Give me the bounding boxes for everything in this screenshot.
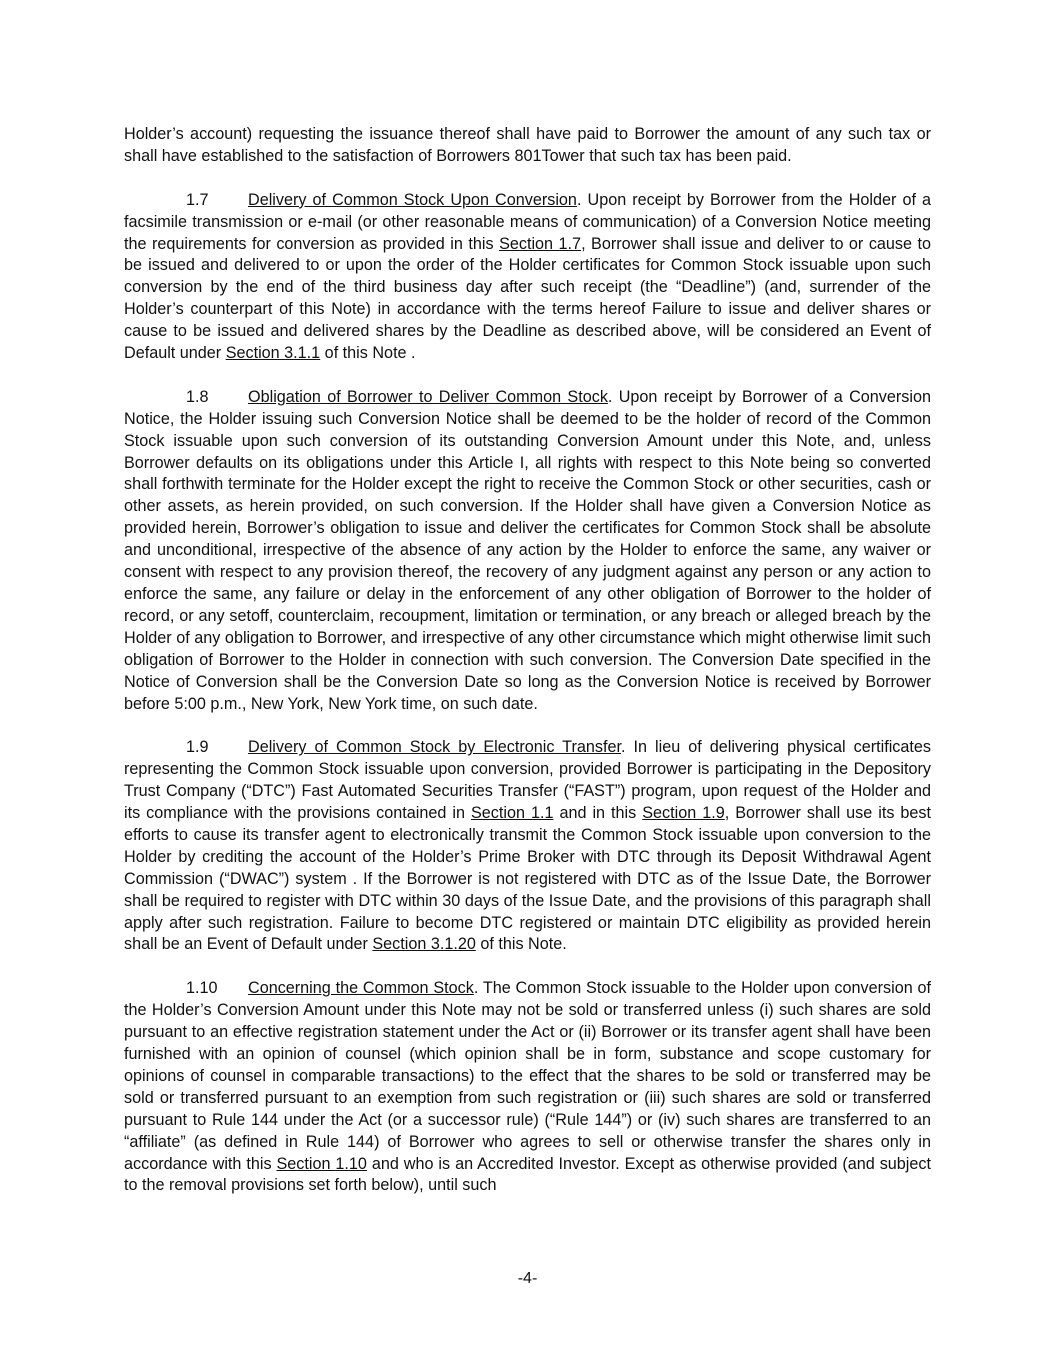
section-1-7: 1.7 Delivery of Common Stock Upon Conversion. Upon receipt by Borrower from the Holder of a facsimile transmission or e-mail (or other reasonable means of communication) of a Conversion Notice meeting the requirements for conversion as provided in this Section 1.7, Borrower shall issue and deliver to or cause to be issued and delivered to or upon the order of the Holder certificates for Common Stock issuable upon such conversion by the end of the third business day after such receipt (the “Deadline”) (and, surrender of the Holder’s counterpart of this Note) in accordance with the terms hereof Failure to issue and deliver shares or cause to be issued and delivered shares by the Deadline as described above, will be considered an Event of Default under Section 3.1.1 of this Note . <box>124 190 932 363</box>
section-number: 1.8 <box>186 387 209 406</box>
section-reference: Section 1.10 <box>276 1154 367 1173</box>
section-number: 1.10 <box>186 979 218 998</box>
section-reference: Section 1.1 <box>470 804 554 823</box>
section-reference: Section 3.1.20 <box>372 935 476 954</box>
section-1-8: 1.8 Obligation of Borrower to Deliver Common Stock. Upon receipt by Borrower of a Conversion Notice, the Holder issuing such Conversion Notice shall be deemed to be the holder of record of the Common Stock issuable upon such conversion of its outstanding Conversion Amount under this Note, and, unless Borrower defaults on its obligations under this Article I, all rights with respect to this Note being so converted shall forthwith terminate for the Holder except the right to receive the Common Stock or other securities, cash or other assets, as herein provided, on such conversion. If the Holder shall have given a Conversion Notice as provided herein, Borrower’s obligation to issue and deliver the certificates for Common Stock shall be absolute and unconditional, irrespective of the absence of any action by the Holder to enforce the same, any waiver or consent with respect to any provision thereof, the recovery of any judgment against any person or any action to enforce the same, any failure or delay in the enforcement of any other obligation of Borrower to the holder of record, or any setoff, counterclaim, recoupment, limitation or termination, or any breach or alleged breach by the Holder of any obligation to Borrower, and irrespective of any other circumstance which might otherwise limit such obligation of Borrower to the Holder in connection with such conversion. The Conversion Date specified in the Notice of Conversion shall be the Conversion Date so long as the Conversion Notice is received by Borrower before 5:00 p.m., New York, New York time, on such date. <box>124 387 931 713</box>
section-heading: Concerning the Common Stock <box>248 979 474 998</box>
section-reference: Section 3.1.1 <box>225 344 321 363</box>
section-1-10: 1.10 Concerning the Common Stock. The Common Stock issuable to the Holder upon conversion of the Holder’s Conversion Amount under this Note may not be sold or transferred unless (i) such shares are sold pursuant to an effective registration statement under the Act or (ii) Borrower or its transfer agent shall have been furnished with an opinion of counsel (which opinion shall be in form, substance and scope customary for opinions of counsel in comparable transactions) to the effect that the shares to be sold or transferred may be sold or transferred pursuant to an exemption from such registration or (iii) such shares are sold or transferred pursuant to Rule 144 under the Act (or a successor rule) (“Rule 144”) or (iv) such shares are transferred to an “affiliate” (as defined in Rule 144) of Borrower who agrees to sell or otherwise transfer the shares only in accordance with this Section 1.10 and who is an Accredited Investor. Except as otherwise provided (and subject to the removal provisions set forth below), until such <box>124 979 931 1195</box>
section-number: 1.7 <box>186 190 209 209</box>
section-reference: Section 1.9 <box>642 804 725 823</box>
section-1-9: 1.9 Delivery of Common Stock by Electronic Transfer. In lieu of delivering physical certificates representing the Common Stock issuable upon conversion, provided Borrower is participating in the Depository Trust Company (“DTC”) Fast Automated Securities Transfer (“FAST”) program, upon request of the Holder and its compliance with the provisions contained in Section 1.1 and in this Section 1.9, Borrower shall use its best efforts to cause its transfer agent to electronically transmit the Common Stock issuable upon conversion to the Holder by crediting the account of the Holder’s Prime Broker with DTC through its Deposit Withdrawal Agent Commission (“DWAC”) system . If the Borrower is not registered with DTC as of the Issue Date, the Borrower shall be required to register with DTC within 30 days of the Issue Date, and the provisions of this paragraph shall apply after such registration. Failure to become DTC registered or maintain DTC eligibility as provided herein shall be an Event of Default under Section 3.1.20 of this Note. <box>124 738 932 954</box>
section-heading: Delivery of Common Stock Upon Conversion <box>248 190 577 209</box>
section-heading: Delivery of Common Stock by Electronic Transfer <box>248 738 621 757</box>
section-number: 1.9 <box>186 738 209 757</box>
section-reference: Section 1.7 <box>499 234 582 253</box>
paragraph-continuation: Holder’s account) requesting the issuance thereof shall have paid to Borrower the amount of any such tax or shall have established to the satisfaction of Borrowers 801Tower that such tax has been paid. <box>124 125 931 165</box>
section-heading: Obligation of Borrower to Deliver Common Stock <box>248 387 608 406</box>
page-number: -4- <box>517 1270 538 1287</box>
document-page <box>124 124 931 1219</box>
